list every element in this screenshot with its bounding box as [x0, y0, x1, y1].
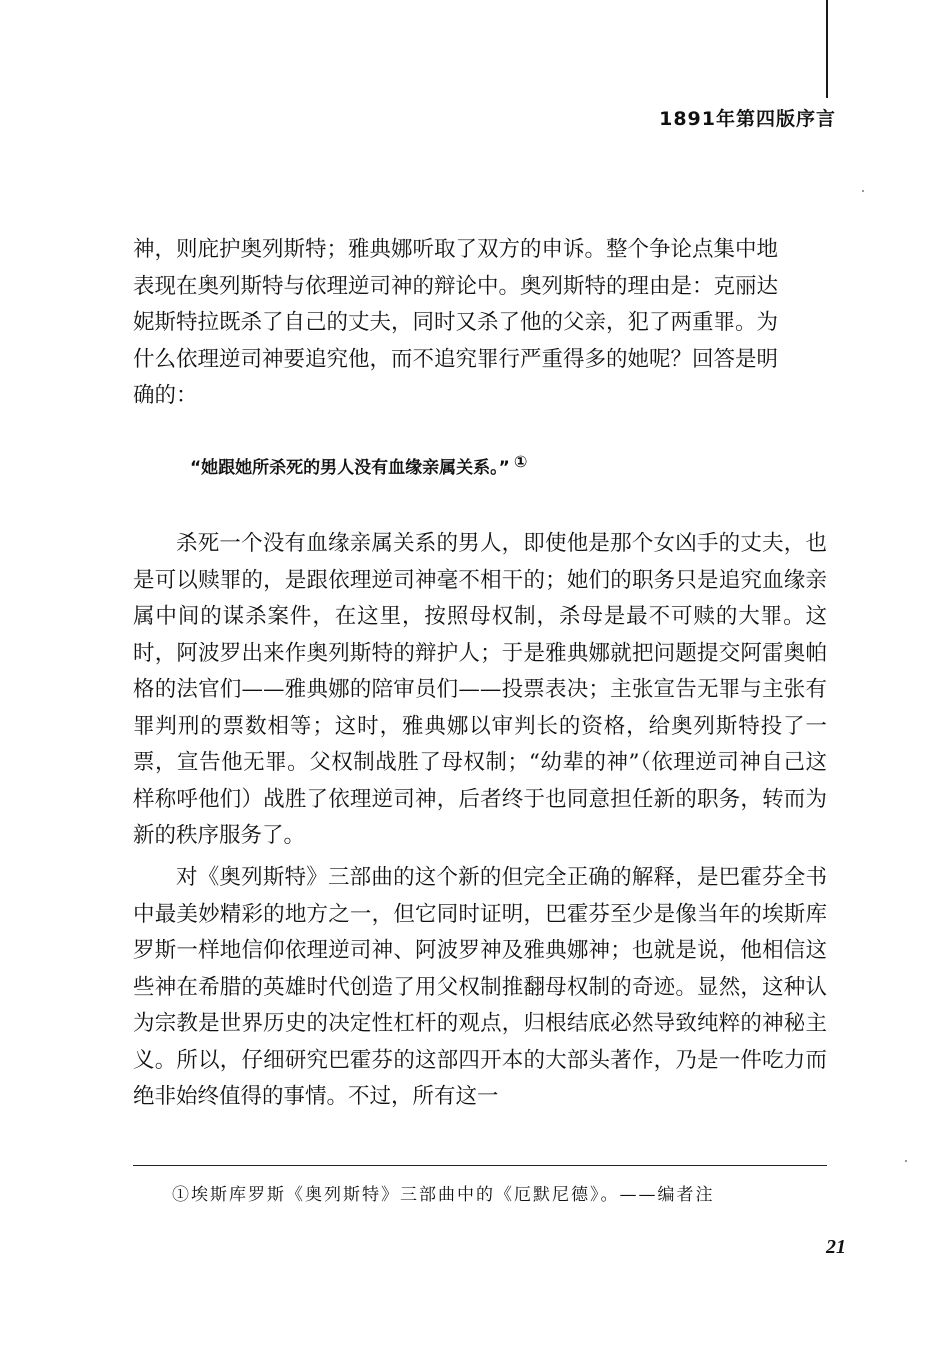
margin-rule [826, 0, 828, 98]
page-number: 21 [826, 1236, 846, 1258]
paragraph-1-line: 表现在奥列斯特与依理逆司神的辩论中。奥列斯特的理由是：克丽达 [133, 273, 779, 299]
scan-speck [905, 1160, 907, 1162]
paragraph-1-line: 神，则庇护奥列斯特；雅典娜听取了双方的申诉。整个争论点集中地 [133, 237, 779, 262]
paragraph-1 [133, 232, 827, 415]
running-header: 1891年第四版序言 [659, 108, 836, 130]
scan-speck [862, 190, 864, 192]
paragraph-1-line: 妮斯特拉既杀了自己的丈夫，同时又杀了他的父亲，犯了两重罪。为 [133, 310, 779, 335]
paragraph-2: 杀死一个没有血缘亲属关系的男人，即使他是那个女凶手的丈夫，也是可以赎罪的，是跟依理逆司神毫不相干的；她们的职务只是追究血缘亲属中间的谋杀案件，在这里，按照母权制，杀母是最不可赎的大罪。这时，阿波罗出来作奥列斯特的辩护人；于是雅典娜就把问题提交阿雷奥帕格的法官们——雅典娜的陪审员们——投票表决；主张宣告无罪与主张有罪判刑的票数相等；这时，雅典娜以审判长的资格，给奥列斯特投了一票，宣告他无罪。父权制战胜了母权制；“幼辈的神”（依理逆司神自己这样称呼他们）战胜了依理逆司神，后者终于也同意担任新的职务，转而为新的秩序服务了。 [133, 531, 827, 848]
paragraph-1-line: 确的： [133, 383, 198, 408]
footnote-reference[interactable]: ① [513, 452, 528, 471]
quote-text: “她跟她所杀死的男人没有血缘亲属关系。” [190, 458, 510, 478]
footnote: ①埃斯库罗斯《奥列斯特》三部曲中的《厄默尼德》。——编者注 [172, 1185, 715, 1205]
footnote-divider [133, 1165, 827, 1166]
block-quote [190, 452, 527, 478]
paragraph-3: 对《奥列斯特》三部曲的这个新的但完全正确的解释，是巴霍芬全书中最美妙精彩的地方之一，但它同时证明，巴霍芬至少是像当年的埃斯库罗斯一样地信仰依理逆司神、阿波罗神及雅典娜神；也就是说，他相信这些神在希腊的英雄时代创造了用父权制推翻母权制的奇迹。显然，这种认为宗教是世界历史的决定性杠杆的观点，归根结底必然导致纯粹的神秘主义。所以，仔细研究巴霍芬的这部四开本的大部头著作，乃是一件吃力而绝非始终值得的事情。不过，所有这一 [133, 865, 827, 1109]
paragraph-1-line: 什么依理逆司神要追究他，而不追究罪行严重得多的她呢？回答是明 [133, 346, 779, 372]
